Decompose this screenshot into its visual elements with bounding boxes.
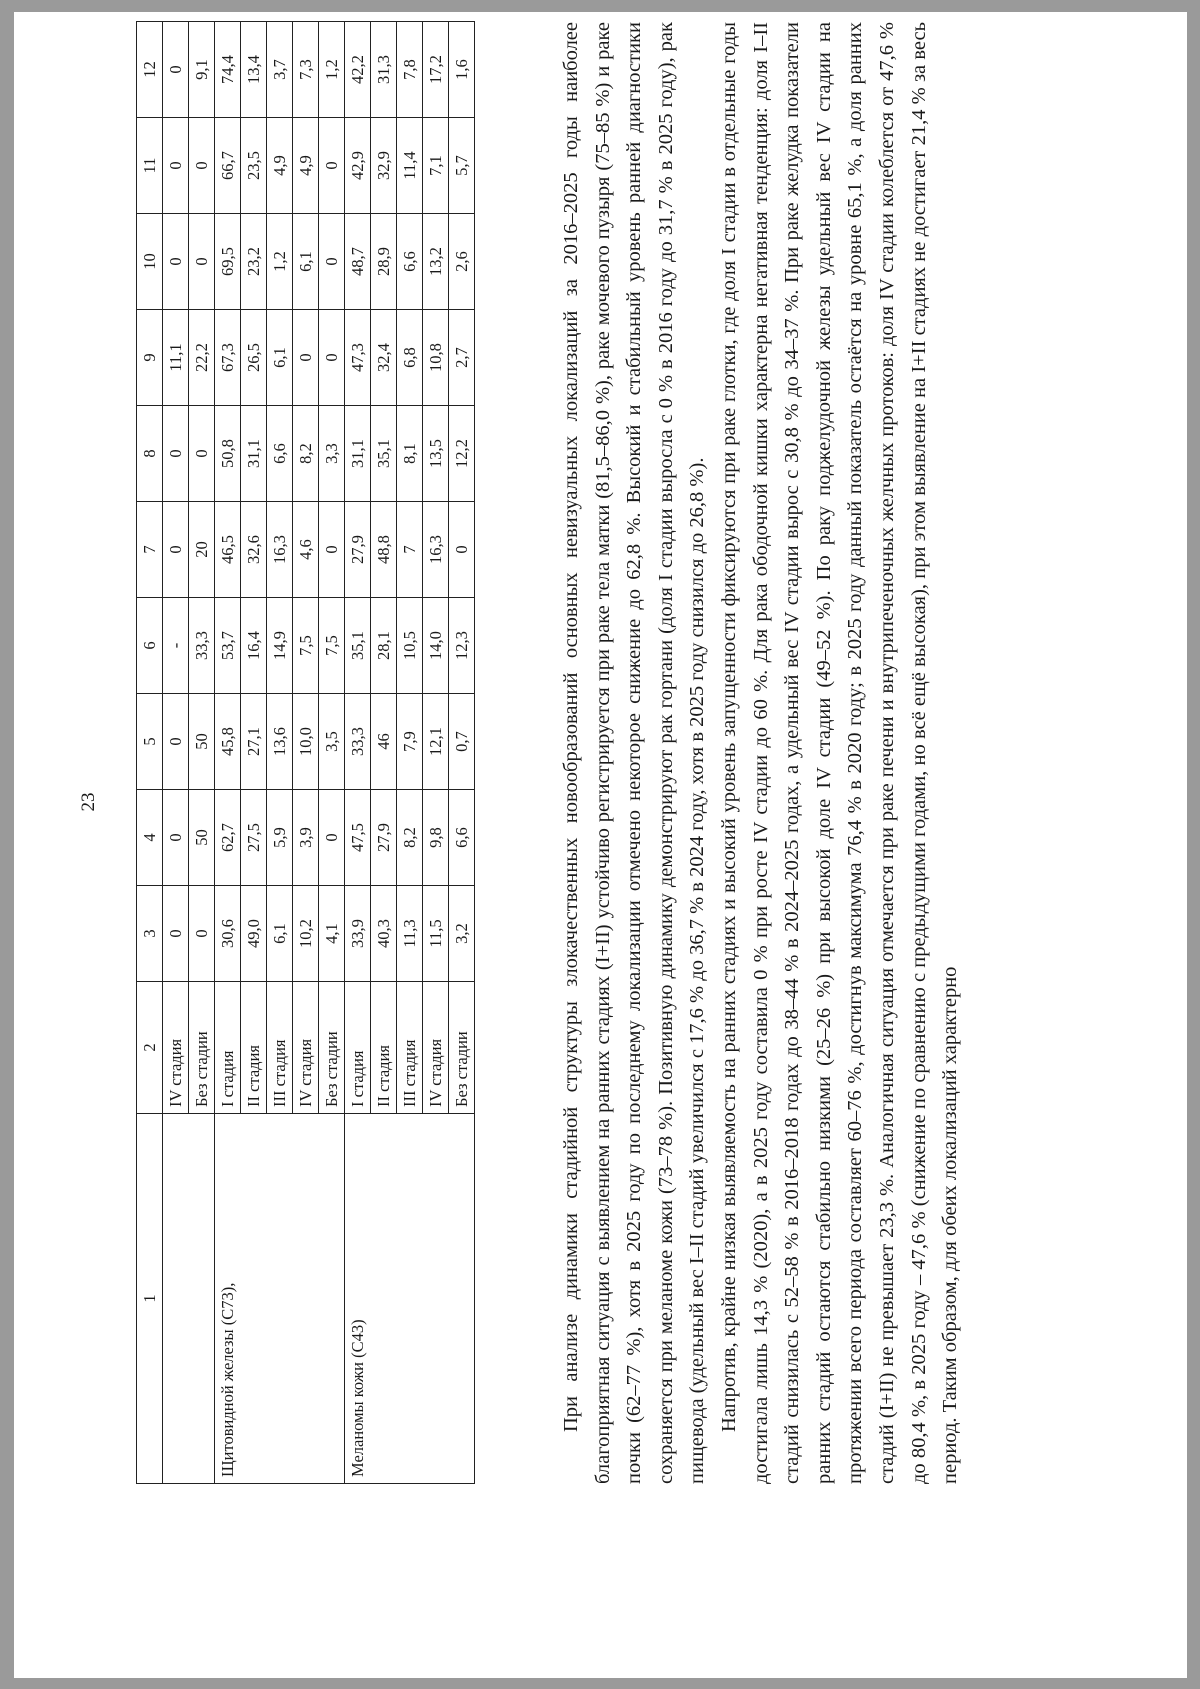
value-cell: 16,4 (241, 598, 267, 694)
value-cell: 0 (163, 790, 189, 886)
value-cell: 32,9 (371, 118, 397, 214)
value-cell: 5,9 (267, 790, 293, 886)
table-row (215, 22, 241, 1484)
value-cell: 46,5 (215, 502, 241, 598)
column-header: 10 (137, 214, 163, 310)
stage-cell: Без стадии (189, 982, 215, 1114)
value-cell: 6,6 (397, 214, 423, 310)
value-cell: 0 (189, 118, 215, 214)
value-cell: 3,7 (267, 22, 293, 118)
stage-cell: II стадия (371, 982, 397, 1114)
value-cell: 66,7 (215, 118, 241, 214)
location-cell: Щитовидной железы (С73), (215, 1114, 345, 1484)
value-cell: 2,7 (449, 310, 475, 406)
column-header: 3 (137, 886, 163, 982)
stage-cell: IV стадия (423, 982, 449, 1114)
value-cell: 48,7 (345, 214, 371, 310)
column-header: 8 (137, 406, 163, 502)
value-cell: 10,0 (293, 694, 319, 790)
value-cell: 42,9 (345, 118, 371, 214)
value-cell: 0 (163, 406, 189, 502)
value-cell: 53,7 (215, 598, 241, 694)
stage-cell: Без стадии (319, 982, 345, 1114)
value-cell: 1,2 (319, 22, 345, 118)
value-cell: 27,9 (345, 502, 371, 598)
value-cell: 20 (189, 502, 215, 598)
value-cell: 13,2 (423, 214, 449, 310)
value-cell: 13,6 (267, 694, 293, 790)
value-cell: 47,3 (345, 310, 371, 406)
value-cell: 22,2 (189, 310, 215, 406)
value-cell: 12,1 (423, 694, 449, 790)
scanned-page (14, 12, 1187, 1678)
value-cell: 0,7 (449, 694, 475, 790)
value-cell: 0 (163, 118, 189, 214)
page-number: 23 (78, 792, 99, 812)
value-cell: 23,2 (241, 214, 267, 310)
value-cell: 40,3 (371, 886, 397, 982)
value-cell: 7,8 (397, 22, 423, 118)
value-cell: 12,3 (449, 598, 475, 694)
value-cell: 0 (163, 502, 189, 598)
value-cell: 33,3 (345, 694, 371, 790)
value-cell: 2,6 (449, 214, 475, 310)
value-cell: 3,2 (449, 886, 475, 982)
column-header: 11 (137, 118, 163, 214)
value-cell: 1,6 (449, 22, 475, 118)
value-cell: 9,8 (423, 790, 449, 886)
value-cell: 62,7 (215, 790, 241, 886)
value-cell: 4,1 (319, 886, 345, 982)
value-cell: 27,1 (241, 694, 267, 790)
value-cell: 7,5 (293, 598, 319, 694)
value-cell: 0 (163, 22, 189, 118)
value-cell: 33,9 (345, 886, 371, 982)
stage-cell: IV стадия (163, 982, 189, 1114)
value-cell: 4,9 (293, 118, 319, 214)
column-header: 9 (137, 310, 163, 406)
column-header: 6 (137, 598, 163, 694)
value-cell: 0 (189, 214, 215, 310)
stage-cell: III стадия (267, 982, 293, 1114)
value-cell: 0 (319, 310, 345, 406)
value-cell: 0 (449, 502, 475, 598)
value-cell: 47,5 (345, 790, 371, 886)
value-cell: 9,1 (189, 22, 215, 118)
value-cell: 48,8 (371, 502, 397, 598)
value-cell: 12,2 (449, 406, 475, 502)
value-cell: 3,3 (319, 406, 345, 502)
value-cell: 3,5 (319, 694, 345, 790)
value-cell: 23,5 (241, 118, 267, 214)
value-cell: 50,8 (215, 406, 241, 502)
value-cell: 0 (163, 214, 189, 310)
value-cell: 49,0 (241, 886, 267, 982)
column-header: 2 (137, 982, 163, 1114)
value-cell: 6,6 (449, 790, 475, 886)
value-cell: 7,9 (397, 694, 423, 790)
value-cell: 0 (319, 118, 345, 214)
table-row (163, 22, 189, 1484)
value-cell: 74,4 (215, 22, 241, 118)
value-cell: 0 (189, 406, 215, 502)
column-header: 5 (137, 694, 163, 790)
value-cell: 17,2 (423, 22, 449, 118)
value-cell: 11,1 (163, 310, 189, 406)
value-cell: 10,2 (293, 886, 319, 982)
value-cell: 50 (189, 694, 215, 790)
value-cell: 6,6 (267, 406, 293, 502)
value-cell: 0 (163, 694, 189, 790)
body-text (556, 22, 967, 1484)
stage-distribution-table (136, 21, 475, 1484)
value-cell: 6,1 (293, 214, 319, 310)
value-cell: 7,3 (293, 22, 319, 118)
value-cell: 11,4 (397, 118, 423, 214)
location-cell: Меланомы кожи (С43) (345, 1114, 475, 1484)
value-cell: 1,2 (267, 214, 293, 310)
table-header-row (137, 22, 163, 1484)
value-cell: 31,1 (345, 406, 371, 502)
value-cell: 6,1 (267, 886, 293, 982)
stage-cell: I стадия (215, 982, 241, 1114)
value-cell: 35,1 (371, 406, 397, 502)
value-cell: 28,9 (371, 214, 397, 310)
value-cell: 5,7 (449, 118, 475, 214)
value-cell: 8,2 (397, 790, 423, 886)
value-cell: 11,3 (397, 886, 423, 982)
value-cell: 14,0 (423, 598, 449, 694)
value-cell: 33,3 (189, 598, 215, 694)
value-cell: 69,5 (215, 214, 241, 310)
value-cell: 0 (189, 886, 215, 982)
value-cell: 11,5 (423, 886, 449, 982)
value-cell: 32,6 (241, 502, 267, 598)
value-cell: 26,5 (241, 310, 267, 406)
value-cell: 0 (319, 214, 345, 310)
value-cell: 4,9 (267, 118, 293, 214)
value-cell: 42,2 (345, 22, 371, 118)
value-cell: 32,4 (371, 310, 397, 406)
value-cell: 45,8 (215, 694, 241, 790)
value-cell: 0 (163, 886, 189, 982)
value-cell: 16,3 (267, 502, 293, 598)
stage-cell: IV стадия (293, 982, 319, 1114)
value-cell: 27,5 (241, 790, 267, 886)
value-cell: 6,8 (397, 310, 423, 406)
value-cell: 0 (319, 502, 345, 598)
value-cell: 67,3 (215, 310, 241, 406)
value-cell: 7,1 (423, 118, 449, 214)
location-cell (163, 1114, 215, 1484)
value-cell: 8,1 (397, 406, 423, 502)
value-cell: 4,6 (293, 502, 319, 598)
page-content (14, 12, 1144, 1592)
value-cell: 35,1 (345, 598, 371, 694)
value-cell: 31,3 (371, 22, 397, 118)
value-cell: 7,5 (319, 598, 345, 694)
column-header: 1 (137, 1114, 163, 1484)
value-cell: 0 (293, 310, 319, 406)
value-cell: 10,5 (397, 598, 423, 694)
stage-cell: III стадия (397, 982, 423, 1114)
value-cell: 16,3 (423, 502, 449, 598)
stage-cell: II стадия (241, 982, 267, 1114)
value-cell: 50 (189, 790, 215, 886)
column-header: 4 (137, 790, 163, 886)
value-cell: 0 (319, 790, 345, 886)
value-cell: 6,1 (267, 310, 293, 406)
value-cell: 7 (397, 502, 423, 598)
value-cell: 14,9 (267, 598, 293, 694)
paragraph: При анализе динамики стадийной структуры злокачественных новообразований основных невизуальных локализаций за 2016–2025 годы наиболее благоприятная ситуация с выявлением на ранних стадиях (I+II) устойчиво регистрируется при раке тела матки (81,5–86,0 %), раке мочевого пузыря (75–85 %) и раке почки (62–77 %), хотя в 2025 году по последнему локализации отмечено некоторое снижение до 62,8 %. Высокий и стабильный уровень ранней диагностики сохраняется при меланоме кожи (73–78 %). Позитивную динамику демонстрируют рак гортани (доля I стадии выросла с 0 % в 2016 году до 31,7 % в 2025 году), рак пищевода (удельный вес I–II стадий увеличился с 17,6 % до 36,7 % в 2024 году, хотя в 2025 году снизился до 26,8 %). (560, 22, 709, 1484)
value-cell: 8,2 (293, 406, 319, 502)
table-row (345, 22, 371, 1484)
value-cell: - (163, 598, 189, 694)
paragraph: Напротив, крайне низкая выявляемость на ранних стадиях и высокий уровень запущенности фиксируются при раке глотки, где доля I стадии в отдельные годы достигала лишь 14,3 % (2020), а в 2025 году составила 0 % при росте IV стадии до 60 %. Для рака ободочной кишки характерна негативная тенденция: доля I–II стадий снизилась с 52–58 % в 2016–2018 годах до 38–44 % в 2024–2025 годах, а удельный вес IV стадии вырос с 30,8 % до 34–37 %. При раке желудка показатели ранних стадий остаются стабильно низкими (25–26 %) при высокой доле IV стадии (49–52 %). По раку поджелудочной железы удельный вес IV стадии на протяжении всего периода составляет 60–76 %, достигнув максимума 76,4 % в 2020 году; в 2025 году данный показатель остаётся на уровне 65,1 %, а доля ранних стадий (I+II) не превышает 23,3 %. Аналогичная ситуация отмечается при раке печени и внутрипеченочных желчных протоков: доля IV стадии колеблется от 47,6 % до 80,4 %, в 2025 году – 47,6 % (снижение по сравнению с предыдущими годами, но всё ещё высокая), при этом выявление на I+II стадиях не достигает 21,4 % за весь период. Таким образом, для обеих локализаций характерно (717, 22, 962, 1484)
value-cell: 30,6 (215, 886, 241, 982)
value-cell: 28,1 (371, 598, 397, 694)
value-cell: 46 (371, 694, 397, 790)
value-cell: 13,4 (241, 22, 267, 118)
stage-cell: Без стадии (449, 982, 475, 1114)
value-cell: 10,8 (423, 310, 449, 406)
column-header: 12 (137, 22, 163, 118)
value-cell: 3,9 (293, 790, 319, 886)
value-cell: 27,9 (371, 790, 397, 886)
value-cell: 31,1 (241, 406, 267, 502)
column-header: 7 (137, 502, 163, 598)
value-cell: 13,5 (423, 406, 449, 502)
stage-cell: I стадия (345, 982, 371, 1114)
